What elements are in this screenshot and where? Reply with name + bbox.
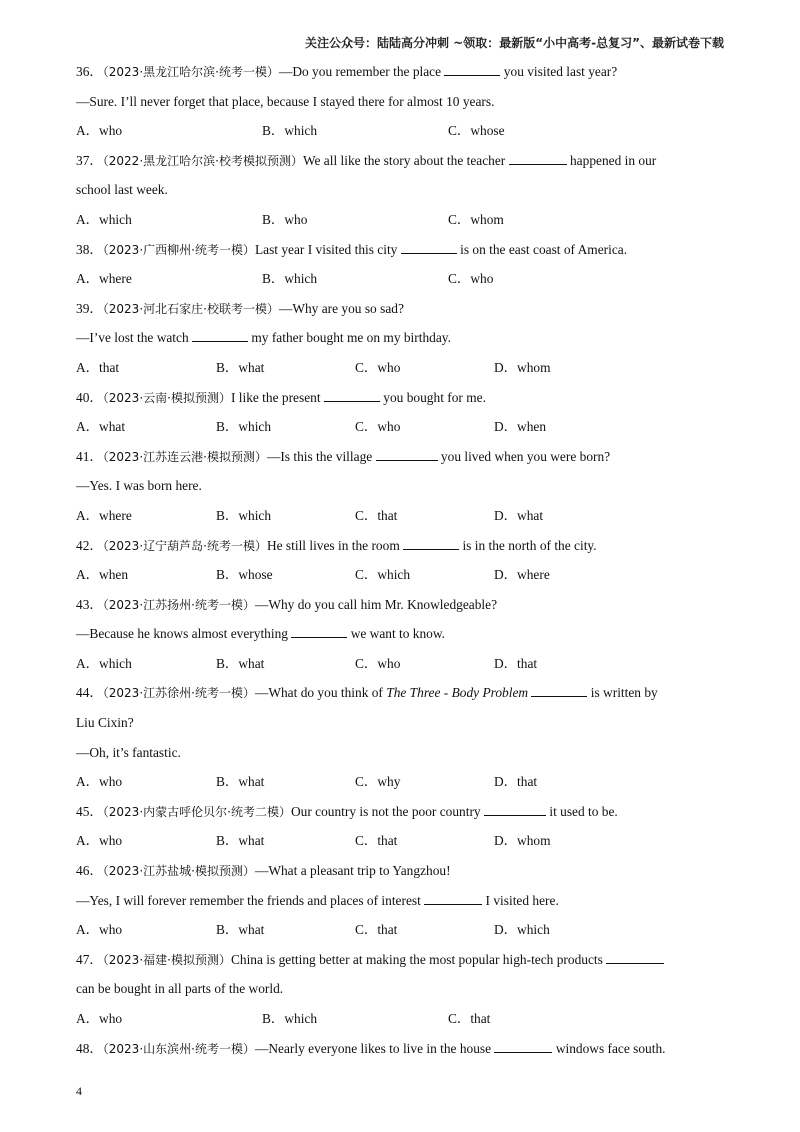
answer-blank[interactable] xyxy=(494,1040,552,1053)
question-number: 48． xyxy=(76,1040,103,1056)
options-45 xyxy=(76,826,724,856)
question-39 xyxy=(76,294,724,324)
question-46-reply xyxy=(76,886,724,916)
question-text: He still lives in the room xyxy=(266,537,400,553)
question-source: （2022·黑龙江哈尔滨·校考模拟预测） xyxy=(102,153,303,168)
option-b[interactable]: B．which xyxy=(216,507,272,523)
question-37 xyxy=(76,146,724,176)
reply-text: —I’ve lost the watch xyxy=(76,330,189,346)
question-43-reply xyxy=(76,619,724,649)
question-39-reply xyxy=(76,323,724,353)
option-d[interactable]: D．when xyxy=(494,419,547,435)
answer-blank[interactable] xyxy=(509,152,567,165)
option-a[interactable]: A．which xyxy=(76,211,132,227)
options-41 xyxy=(76,501,724,531)
answer-blank[interactable] xyxy=(531,684,587,697)
option-b[interactable]: B．which xyxy=(262,123,318,139)
option-c[interactable]: C．who xyxy=(355,359,401,375)
question-source: （2023·江苏盐城·模拟预测） xyxy=(102,864,255,879)
question-source: （2023·云南·模拟预测） xyxy=(102,390,231,405)
option-d[interactable]: D．which xyxy=(494,922,550,938)
option-a[interactable]: A．who xyxy=(76,1011,123,1026)
question-45 xyxy=(76,797,724,827)
option-c[interactable]: C．why xyxy=(355,774,401,790)
question-source: （2023·河北石家庄·校联考一模） xyxy=(102,301,279,316)
options-46 xyxy=(76,915,724,945)
option-a[interactable]: A．which xyxy=(76,655,132,671)
question-41-reply: —Yes. I was born here. xyxy=(76,478,202,494)
question-44-reply: —Oh, it’s fantastic. xyxy=(76,744,181,760)
option-a[interactable]: A．where xyxy=(76,271,132,287)
page-number: 4 xyxy=(76,1084,82,1098)
option-b[interactable]: B．which xyxy=(262,1011,318,1026)
question-number: 40． xyxy=(76,389,103,405)
question-47 xyxy=(76,945,724,975)
option-b[interactable]: B．what xyxy=(216,922,265,938)
options-47 xyxy=(76,1004,724,1034)
option-c[interactable]: C．who xyxy=(355,419,401,435)
answer-blank[interactable] xyxy=(324,389,380,402)
options-42 xyxy=(76,560,724,590)
option-a[interactable]: A．that xyxy=(76,359,120,375)
option-d[interactable]: D．whom xyxy=(494,359,551,375)
question-43 xyxy=(76,590,724,620)
question-text: We all like the story about the teacher xyxy=(302,152,506,168)
question-text: —Is this the village xyxy=(266,448,373,464)
options-40 xyxy=(76,412,724,442)
option-d[interactable]: D．that xyxy=(494,655,538,671)
question-text-after: happened in our xyxy=(569,152,657,168)
option-d[interactable]: D．what xyxy=(494,507,544,523)
options-39 xyxy=(76,353,724,383)
question-number: 43． xyxy=(76,596,103,612)
question-number: 42． xyxy=(76,537,103,553)
question-source: （2023·江苏扬州·统考一模） xyxy=(102,597,255,612)
question-37-continued: school last week. xyxy=(76,182,168,198)
question-42 xyxy=(76,531,724,561)
question-text: China is getting better at making the most popular high-tech products xyxy=(230,951,603,967)
question-47-continued: can be bought in all parts of the world. xyxy=(76,981,284,997)
option-b[interactable]: B．what xyxy=(216,655,265,671)
reply-text-after: I visited here. xyxy=(485,892,559,908)
option-a[interactable]: A．who xyxy=(76,922,123,938)
option-d[interactable]: D．whom xyxy=(494,833,551,849)
question-number: 37． xyxy=(76,152,103,168)
question-number: 44． xyxy=(76,685,103,701)
question-36 xyxy=(76,57,724,87)
question-text: —What do you think of xyxy=(254,685,383,701)
question-text: —Why are you so sad? xyxy=(278,300,404,316)
option-a[interactable]: A．who xyxy=(76,774,123,790)
option-c[interactable]: C．whose xyxy=(448,123,505,139)
question-source: （2023·广西柳州·统考一模） xyxy=(102,242,255,257)
question-text: I like the present xyxy=(230,389,321,405)
options-44 xyxy=(76,767,724,797)
question-38 xyxy=(76,235,724,265)
reply-text: —Because he knows almost everything xyxy=(76,626,288,642)
option-c[interactable]: C．that xyxy=(355,833,398,849)
page-header-promo: 关注公众号：陆陆高分冲刺 ~领取：最新版“小中高考-总复习”、最新试卷下载 xyxy=(305,36,724,50)
question-source: （2023·江苏徐州·统考一模） xyxy=(102,686,255,701)
question-list xyxy=(76,57,724,1063)
option-c[interactable]: C．which xyxy=(355,567,411,583)
reply-text-after: my father bought me on my birthday. xyxy=(251,330,451,346)
question-text-after: windows face south. xyxy=(555,1040,666,1056)
answer-blank[interactable] xyxy=(192,329,248,342)
question-48 xyxy=(76,1034,724,1064)
option-a[interactable]: A．when xyxy=(76,567,129,583)
option-a[interactable]: A．where xyxy=(76,507,132,523)
options-36 xyxy=(76,116,724,146)
answer-blank[interactable] xyxy=(484,803,546,816)
option-c[interactable]: C．that xyxy=(355,922,398,938)
question-number: 46． xyxy=(76,863,103,879)
option-b[interactable]: B．which xyxy=(262,271,318,287)
option-b[interactable]: B．who xyxy=(262,211,308,227)
question-40 xyxy=(76,383,724,413)
answer-blank[interactable] xyxy=(291,625,347,638)
question-41 xyxy=(76,442,724,472)
option-a[interactable]: A．who xyxy=(76,123,123,139)
option-b[interactable]: B．whose xyxy=(216,567,273,583)
question-source: （2023·福建·模拟预测） xyxy=(102,952,231,967)
answer-blank[interactable] xyxy=(376,448,438,461)
question-44-continued: Liu Cixin? xyxy=(76,715,134,731)
option-b[interactable]: B．which xyxy=(216,419,272,435)
question-36-reply: —Sure. I’ll never forget that place, because I stayed there for almost 10 years. xyxy=(76,93,495,109)
option-d[interactable]: D．where xyxy=(494,567,550,583)
options-43 xyxy=(76,649,724,679)
question-number: 47． xyxy=(76,951,103,967)
question-number: 38． xyxy=(76,241,103,257)
question-number: 36． xyxy=(76,64,103,79)
option-c[interactable]: C．that xyxy=(448,1011,491,1026)
question-number: 45． xyxy=(76,803,103,819)
question-source: （2023·内蒙古呼伦贝尔·统考二模） xyxy=(102,804,291,819)
question-source: （2023·黑龙江哈尔滨·统考一模） xyxy=(102,65,279,79)
question-text: Our country is not the poor country xyxy=(290,803,481,819)
answer-blank[interactable] xyxy=(424,892,482,905)
option-b[interactable]: B．what xyxy=(216,833,265,849)
book-title: The Three - Body Problem xyxy=(386,685,529,701)
question-text-after: it used to be. xyxy=(549,803,618,819)
answer-blank[interactable] xyxy=(403,537,459,550)
question-text: —Why do you call him Mr. Knowledgeable? xyxy=(254,596,498,612)
question-number: 41． xyxy=(76,448,103,464)
option-d[interactable]: D．that xyxy=(494,774,538,790)
question-46 xyxy=(76,856,724,886)
question-text-after: is in the north of the city. xyxy=(462,537,597,553)
question-text-after: is written by xyxy=(590,685,658,701)
question-text-after: you bought for me. xyxy=(383,389,486,405)
option-b[interactable]: B．what xyxy=(216,774,265,790)
question-source: （2023·江苏连云港·模拟预测） xyxy=(102,449,267,464)
reply-text: —Yes, I will forever remember the friends and places of interest xyxy=(76,892,421,908)
question-text: —Do you remember the place xyxy=(278,64,442,79)
reply-text-after: we want to know. xyxy=(350,626,446,642)
question-text: Last year I visited this city xyxy=(254,241,398,257)
option-c[interactable]: C．whom xyxy=(448,211,504,227)
option-a[interactable]: A．what xyxy=(76,419,126,435)
option-c[interactable]: C．who xyxy=(355,655,401,671)
question-44 xyxy=(76,678,724,708)
question-text-after: is on the east coast of America. xyxy=(460,241,628,257)
option-c[interactable]: C．that xyxy=(355,507,398,523)
question-source: （2023·辽宁葫芦岛·统考一模） xyxy=(102,538,267,553)
answer-blank[interactable] xyxy=(444,63,500,76)
question-text: —Nearly everyone likes to live in the house xyxy=(254,1040,492,1056)
options-37 xyxy=(76,205,724,235)
answer-blank[interactable] xyxy=(401,241,457,254)
question-number: 39． xyxy=(76,300,103,316)
option-a[interactable]: A．who xyxy=(76,833,123,849)
option-b[interactable]: B．what xyxy=(216,359,265,375)
options-38 xyxy=(76,264,724,294)
question-text-after: you lived when you were born? xyxy=(440,448,611,464)
question-source: （2023·山东滨州·统考一模） xyxy=(102,1041,255,1056)
question-text: —What a pleasant trip to Yangzhou! xyxy=(254,863,451,879)
answer-blank[interactable] xyxy=(606,951,664,964)
option-c[interactable]: C．who xyxy=(448,271,494,287)
question-text-after: you visited last year? xyxy=(503,64,618,79)
